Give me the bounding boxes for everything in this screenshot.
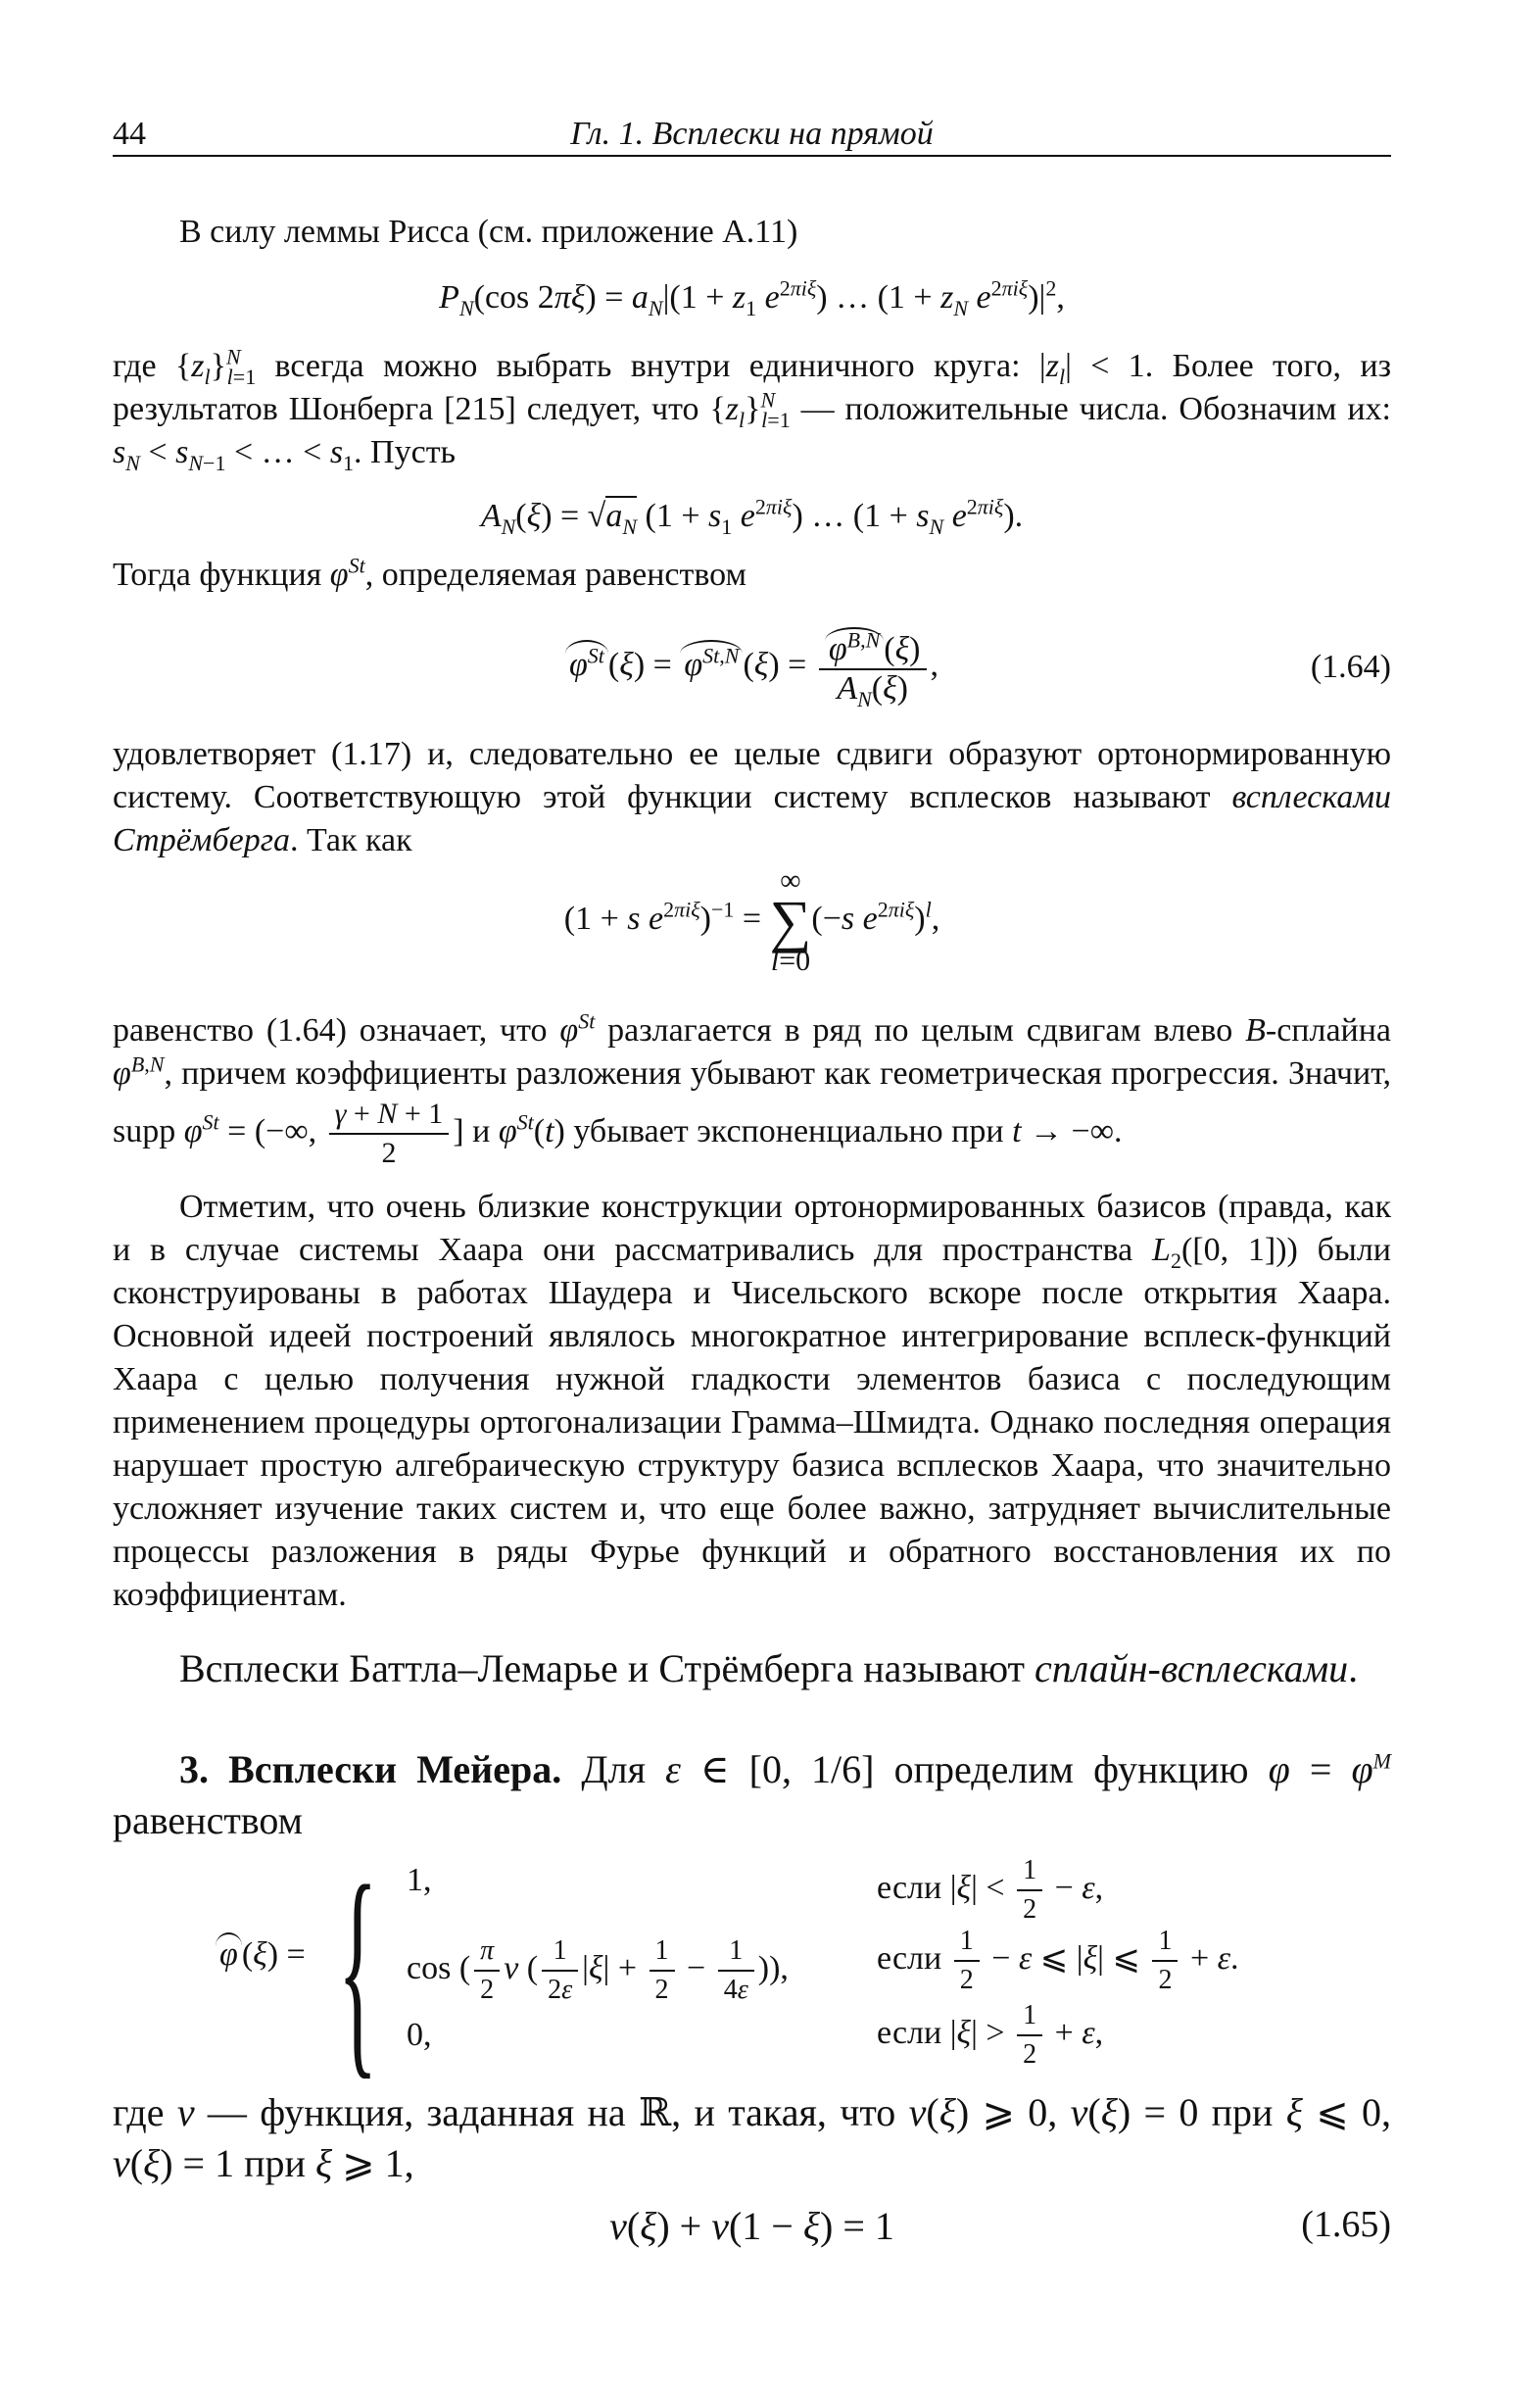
paragraph-spline-wavelets: Всплески Баттла–Лемарье и Стрёмберга называют сплайн-всплесками. — [179, 1646, 1359, 1690]
equation-label-1-65: (1.65) — [1301, 2204, 1391, 2245]
paragraph-expansion: равенство (1.64) означает, что $\varphi^{St}$ разлагается в ряд по целым сдвигам влево B-сплайна $\varphi^{B,N}$, причем коэффициенты разложения убывают как геометрическая прогрессия. Значит, supp $\varphi^{St}$ = (−∞, $\frac{\gamma + N + 1}{2}$ ] и $\varphi^{St}(t)$ убывает экспоненциально при t → −∞. — [113, 1008, 1392, 1169]
page-header — [113, 116, 1391, 157]
equation-pn: $P_N(\cos$ $2\pi\xi) = a_N|(1 + z_1$ $e^{2\pi i\xi}$) … ($1 + z_N$ $e^{2\pi i\xi})|^2$, — [439, 275, 1065, 320]
paragraph-function: Тогда функция $\varphi^{St}$, определяемая равенством — [113, 553, 747, 593]
paragraph-nu: где ν — функция, заданная на ℝ, и такая, что ν(ξ) ⩾ 0, ν(ξ) = 0 при ξ ⩽ 0, ν(ξ) = 1 при ξ ⩾ 1, — [113, 2090, 1392, 2185]
paragraph-riesz: В силу леммы Рисса (см. приложение А.11) — [179, 214, 798, 250]
running-title: Гл. 1. Всплески на прямой — [570, 116, 934, 152]
paragraph-stromberg: удовлетворяет (1.17) и, следовательно ее целые сдвиги образуют ортонормированную систему. Соответствующую этой функции систему всплесков называют всплесками Стрёмберга. Так как — [113, 736, 1392, 858]
page-number: 44 — [113, 116, 146, 152]
equation-label-1-64: (1.64) — [1310, 649, 1391, 685]
equation-1-64: $\varphi^{St}$ $(\xi) = \varphi^{St,N}$ (ξ) = $\frac{\varphi^{B,N} (\xi)}{A_N(\xi)}$ , — [113, 627, 1391, 725]
section-meyer: 3. Всплески Мейера. Для ε ∈ [0, 1/6] определим функцию $\varphi = \varphi^M$ равенством — [113, 1747, 1391, 1842]
equation-series: (1 + s $e^{2\pi i\xi})^{-1}$ = ∞ ∑ l=0(−s $e^{2\pi i\xi})^l$, — [563, 864, 940, 977]
equation-an: $A_N(\xi) = √a_N$ ($1 + s_1$ $e^{2\pi i\xi}$) … ($1 + s_N$ $e^{2\pi i\xi}$). — [480, 494, 1024, 539]
equation-1-65: ν(ξ) + ν(1 − ξ) = 1 — [609, 2204, 894, 2248]
paragraph-zeros: где $\{z_l\}^N_{l=1}$ всегда можно выбрать внутри единичного круга: $|z_l| < 1$. Более того, из результатов Шонберга [215] следует, что $\{z_l\}^N_{l=1}$ — положительные числа. Обозначим их: $s_N < s_{N-1}$ < … < $s_1$. Пусть — [113, 344, 1392, 475]
paragraph-schauder: Отметим, что очень близкие конструкции ортонормированных базисов (правда, как и в случае системы Хаара они рассматривались для пространства $L_2([0$, 1])) были сконструированы в работах Шаудера и Чисельского вскоре после открытия Хаара. Основной идеей построений являлось многократное интегрирование всплеск-функций Хаара с целью получения нужной гладкости элементов базиса с последующим применением процедуры ортогонализации Грамма–Шмидта. Однако последняя операция нарушает простую алгебраическую структуру базиса всплесков Хаара, что значительно усложняет изучение таких систем и, что еще более важно, затрудняет вычислительные процессы разложения в ряды Фурье функций и обратного восстановления их по коэффициентам. — [113, 1189, 1391, 1613]
section-title: 3. Всплески Мейера. — [179, 1747, 562, 1791]
